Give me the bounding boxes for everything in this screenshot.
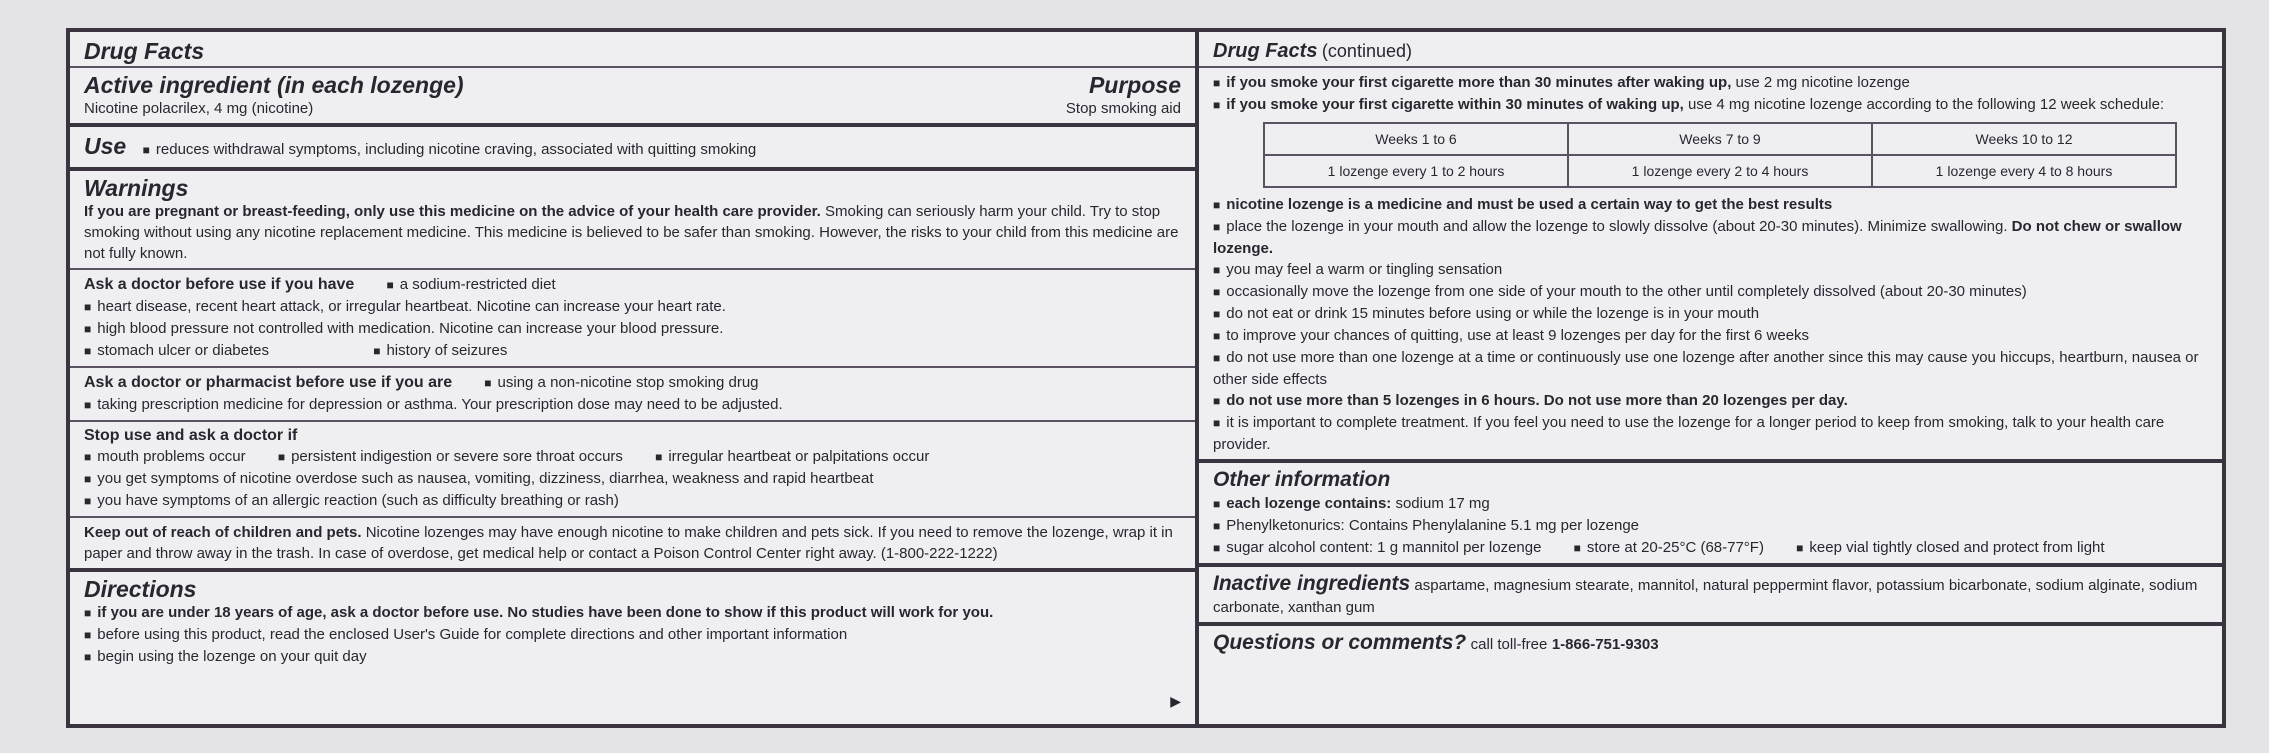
inactive-ingredients-heading: Inactive ingredients bbox=[1213, 572, 1411, 595]
other-info-item: sodium 17 mg bbox=[1395, 495, 1490, 512]
ask-doctor-item: ■ heart disease, recent heart attack, or irregular heartbeat. Nicotine can increase your heart rate. bbox=[84, 296, 1181, 318]
ask-doctor-item: ■ a sodium-restricted diet bbox=[386, 274, 555, 296]
table-cell: 1 lozenge every 4 to 8 hours bbox=[1872, 155, 2176, 187]
stop-use-item: ■ mouth problems occur bbox=[84, 448, 246, 465]
direction-item: ■ do not use more than one lozenge at a time or continuously use one lozenge after another since this may cause you hiccups, heartburn, nausea or other side effects bbox=[1213, 347, 2208, 390]
stop-use-heading: Stop use and ask a doctor if bbox=[84, 427, 298, 444]
direction-item: ■ begin using the lozenge on your quit day bbox=[84, 646, 1181, 668]
active-ingredient-heading: Active ingredient (in each lozenge) bbox=[84, 72, 464, 98]
directions-heading: Directions bbox=[84, 576, 197, 602]
table-header-cell: Weeks 1 to 6 bbox=[1264, 123, 1568, 155]
drug-facts-panel bbox=[66, 28, 2226, 728]
ask-pharmacist-section bbox=[70, 368, 1195, 422]
direction-item: ■ to improve your chances of quitting, use at least 9 lozenges per day for the first 6 weeks bbox=[1213, 325, 2208, 347]
keep-out-section bbox=[70, 518, 1195, 572]
questions-phone: 1-866-751-9303 bbox=[1551, 636, 1659, 653]
questions-section bbox=[1199, 626, 2222, 724]
questions-text: call toll-free bbox=[1470, 636, 1548, 653]
ask-pharmacist-item: ■ using a non-nicotine stop smoking drug bbox=[484, 372, 758, 394]
continued-label: (continued) bbox=[1321, 41, 1412, 61]
table-cell: 1 lozenge every 2 to 4 hours bbox=[1568, 155, 1872, 187]
continued-title: Drug Facts bbox=[1213, 40, 1318, 62]
purpose-heading: Purpose bbox=[1088, 72, 1181, 98]
inactive-ingredients-text: aspartame, magnesium stearate, mannitol, natural peppermint flavor, potassium bicarbonate, sodium alginate, sodium carbonate, xanthan gum bbox=[1213, 577, 2198, 616]
active-ingredient-item: Nicotine polacrilex, 4 mg (nicotine) bbox=[84, 100, 314, 117]
stop-use-item: ■ you get symptoms of nicotine overdose such as nausea, vomiting, dizziness, diarrhea, weakness and rapid heartbeat bbox=[84, 468, 1181, 490]
inactive-ingredients-section bbox=[1199, 567, 2222, 626]
title-section bbox=[70, 32, 1195, 68]
use-text: ■ reduces withdrawal symptoms, including nicotine craving, associated with quitting smoking bbox=[143, 141, 757, 158]
direction-item: place the lozenge in your mouth and allow the lozenge to slowly dissolve (about 20-30 minutes). Minimize swallowing. bbox=[1226, 218, 2008, 235]
left-column bbox=[70, 32, 1199, 724]
stop-use-item: ■ you have symptoms of an allergic reaction (such as difficulty breathing or rash) bbox=[84, 490, 1181, 512]
dosing-bold: ■ if you smoke your first cigarette within 30 minutes of waking up, bbox=[1213, 96, 1684, 113]
direction-item: ■ do not use more than 5 lozenges in 6 hours. Do not use more than 20 lozenges per day. bbox=[1213, 390, 2208, 412]
stop-use-item: ■ persistent indigestion or severe sore throat occurs bbox=[278, 446, 623, 468]
direction-item: ■ nicotine lozenge is a medicine and must be used a certain way to get the best results bbox=[1213, 194, 2208, 216]
other-info-item: ■ sugar alcohol content: 1 g mannitol per lozenge bbox=[1213, 539, 1541, 556]
questions-heading: Questions or comments? bbox=[1213, 631, 1467, 654]
direction-item: ■ if you are under 18 years of age, ask a doctor before use. No studies have been done to show if this product will work for you. bbox=[84, 602, 1181, 624]
use-section bbox=[70, 127, 1195, 171]
purpose-item: Stop smoking aid bbox=[1065, 100, 1181, 117]
warnings-intro bbox=[70, 171, 1195, 270]
ask-doctor-item: ■ history of seizures bbox=[373, 342, 507, 359]
dosing-text: use 2 mg nicotine lozenge bbox=[1735, 74, 1910, 91]
keep-out-text: Nicotine lozenges may have enough nicotine to make children and pets sick. If you need to remove the lozenge, wrap it in paper and throw away in the trash. In case of overdose, get medical help or contact a Poison Control Center right away. (1-800-222-1222) bbox=[84, 524, 1173, 562]
ask-pharmacist-item: ■ taking prescription medicine for depression or asthma. Your prescription dose may need to be adjusted. bbox=[84, 394, 1181, 416]
dosing-text: use 4 mg nicotine lozenge according to the following 12 week schedule: bbox=[1688, 96, 2165, 113]
other-info-item: ■ keep vial tightly closed and protect from light bbox=[1796, 537, 2104, 559]
table-row bbox=[1264, 123, 2176, 155]
direction-item: ■ you may feel a warm or tingling sensation bbox=[1213, 259, 2208, 281]
other-info-item: ■ Phenylketonurics: Contains Phenylalanine 5.1 mg per lozenge bbox=[1213, 515, 2208, 537]
pregnancy-warning-bold: If you are pregnant or breast-feeding, only use this medicine on the advice of your health care provider. bbox=[84, 203, 821, 220]
dosing-bold: ■ if you smoke your first cigarette more than 30 minutes after waking up, bbox=[1213, 74, 1731, 91]
ask-doctor-item: ■ stomach ulcer or diabetes bbox=[84, 342, 269, 359]
continued-title-section bbox=[1199, 32, 2222, 68]
schedule-table bbox=[1263, 122, 2177, 188]
other-info-bold: ■ each lozenge contains: bbox=[1213, 495, 1391, 512]
direction-item: ■ do not eat or drink 15 minutes before using or while the lozenge is in your mouth bbox=[1213, 303, 2208, 325]
direction-item: ■ occasionally move the lozenge from one side of your mouth to the other until completely dissolved (about 20-30 minutes) bbox=[1213, 281, 2208, 303]
direction-item: ■ it is important to complete treatment. If you feel you need to use the lozenge for a longer period to keep from smoking, talk to your health care provider. bbox=[1213, 412, 2208, 455]
continue-arrow-icon: ▶ bbox=[1170, 693, 1181, 709]
ask-doctor-section bbox=[70, 270, 1195, 368]
ask-doctor-item: ■ high blood pressure not controlled with medication. Nicotine can increase your blood pressure. bbox=[84, 318, 1181, 340]
right-column bbox=[1199, 32, 2222, 724]
table-cell: 1 lozenge every 1 to 2 hours bbox=[1264, 155, 1568, 187]
active-ingredient-section bbox=[70, 68, 1195, 127]
other-information-section bbox=[1199, 463, 2222, 567]
table-header-cell: Weeks 10 to 12 bbox=[1872, 123, 2176, 155]
table-row bbox=[1264, 155, 2176, 187]
warnings-heading: Warnings bbox=[84, 175, 189, 201]
stop-use-section bbox=[70, 422, 1195, 518]
use-heading: Use bbox=[84, 133, 127, 159]
directions-continued bbox=[1199, 68, 2222, 463]
direction-item: ■ before using this product, read the enclosed User's Guide for complete directions and other important information bbox=[84, 624, 1181, 646]
direction-item-bold: Do not chew or swallow lozenge. bbox=[1213, 218, 2182, 257]
keep-out-bold: Keep out of reach of children and pets. bbox=[84, 524, 362, 541]
page-title: Drug Facts bbox=[84, 38, 205, 64]
ask-pharmacist-heading: Ask a doctor or pharmacist before use if you are bbox=[84, 374, 453, 391]
ask-doctor-heading: Ask a doctor before use if you have bbox=[84, 276, 355, 293]
directions-section bbox=[70, 572, 1195, 724]
other-information-heading: Other information bbox=[1213, 468, 1391, 491]
table-header-cell: Weeks 7 to 9 bbox=[1568, 123, 1872, 155]
other-info-item: ■ store at 20-25°C (68-77°F) bbox=[1574, 537, 1764, 559]
pregnancy-warning-text: Smoking can seriously harm your child. Try to stop smoking without using any nicotine replacement medicine. This medicine is believed to be safer than smoking. However, the risks to your child from this medicine are not fully known. bbox=[84, 203, 1179, 262]
stop-use-item: ■ irregular heartbeat or palpitations occur bbox=[655, 446, 929, 468]
